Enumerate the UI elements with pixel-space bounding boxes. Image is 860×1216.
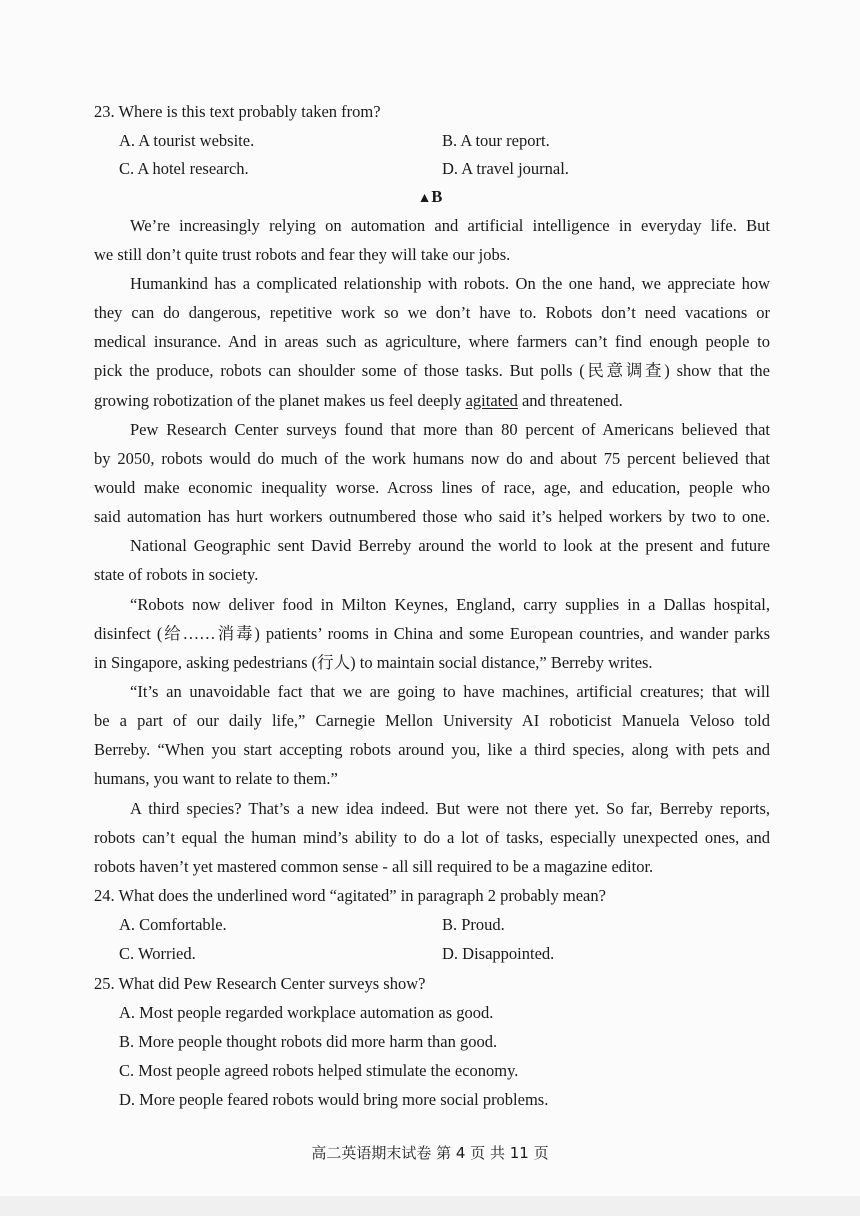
- p6-line-1: “It’s an unavoidable fact that we are going to have machines, artificial creatures; that will: [130, 682, 770, 701]
- p1-line-2: we still don’t quite trust robots and fear they will take our jobs.: [94, 245, 511, 264]
- triangle-icon: ▲: [417, 191, 432, 206]
- p7-line-2: robots can’t equal the human mind’s ability to do a lot of tasks, especially unexpected ones, and: [94, 828, 770, 847]
- p3-line-2: by 2050, robots would do much of the work humans now do and about 75 percent believed that: [94, 449, 770, 468]
- underlined-word-agitated: agitated: [465, 391, 518, 410]
- p2-line-3: medical insurance. And in areas such as agriculture, where farmers can’t find enough people to: [94, 332, 770, 351]
- p7-line-1: A third species? That’s a new idea indeed. But were not there yet. So far, Berreby reports,: [130, 799, 770, 818]
- p6-line-2: be a part of our daily life,” Carnegie Mellon University AI roboticist Manuela Veloso told: [94, 711, 770, 730]
- p6-line-3: Berreby. “When you start accepting robots around you, like a third species, along with pets and: [94, 740, 770, 759]
- page-footer: 高二英语期末试卷 第 4 页 共 11 页: [311, 1144, 549, 1162]
- p4-line-2: state of robots in society.: [94, 565, 259, 584]
- q23-option-d: D. A travel journal.: [442, 159, 569, 178]
- q25-option-b: B. More people thought robots did more harm than good.: [119, 1032, 498, 1051]
- p2-line-5: growing robotization of the planet makes us feel deeply agitated and threatened.: [94, 391, 623, 410]
- q25-option-c: C. Most people agreed robots helped stimulate the economy.: [119, 1061, 519, 1080]
- q24-option-b: B. Proud.: [442, 915, 505, 934]
- p2-line-1: Humankind has a complicated relationship with robots. On the one hand, we appreciate how: [130, 274, 770, 293]
- section-heading: [0, 187, 860, 209]
- p6-line-4: humans, you want to relate to them.”: [94, 769, 338, 788]
- q24-option-a: A. Comfortable.: [119, 915, 227, 934]
- q23-option-b: B. A tour report.: [442, 131, 550, 150]
- p3-line-3: would make economic inequality worse. Across lines of race, age, and education, people who: [94, 478, 770, 497]
- p2-line-4: pick the produce, robots can shoulder some of those tasks. But polls (民意调查) show that the: [94, 361, 770, 380]
- q23-option-c: C. A hotel research.: [119, 159, 249, 178]
- p3-line-1: Pew Research Center surveys found that more than 80 percent of Americans believed that: [130, 420, 770, 439]
- p5-line-1: “Robots now deliver food in Milton Keynes, England, carry supplies in a Dallas hospital,: [130, 595, 770, 614]
- q25-option-d: D. More people feared robots would bring more social problems.: [119, 1090, 549, 1109]
- q23-option-a: A. A tourist website.: [119, 131, 255, 150]
- p7-line-3: robots haven’t yet mastered common sense - all sill required to be a magazine editor.: [94, 857, 654, 876]
- q24-option-d: D. Disappointed.: [442, 944, 555, 963]
- q24-question: 24. What does the underlined word “agitated” in paragraph 2 probably mean?: [94, 886, 606, 905]
- p1-line-1: We’re increasingly relying on automation and artificial intelligence in everyday life. But: [130, 216, 770, 235]
- p5-line-3: in Singapore, asking pedestrians (行人) to maintain social distance,” Berreby writes.: [94, 653, 653, 672]
- q23-question: 23. Where is this text probably taken from?: [94, 102, 381, 121]
- p5-line-2: disinfect (给……消毒) patients’ rooms in China and some European countries, and wander parks: [94, 624, 770, 643]
- p4-line-1: National Geographic sent David Berreby around the world to look at the present and future: [130, 536, 770, 555]
- p2-line-2: they can do dangerous, repetitive work so we don’t have to. Robots don’t need vacations or: [94, 303, 770, 322]
- q24-option-c: C. Worried.: [119, 944, 196, 963]
- q25-option-a: A. Most people regarded workplace automation as good.: [119, 1003, 494, 1022]
- q25-question: 25. What did Pew Research Center surveys show?: [94, 974, 426, 993]
- scan-edge: [0, 1196, 860, 1216]
- p3-line-4: said automation has hurt workers outnumbered those who said it’s helped workers by two to one.: [94, 507, 770, 526]
- section-label: B: [431, 187, 443, 206]
